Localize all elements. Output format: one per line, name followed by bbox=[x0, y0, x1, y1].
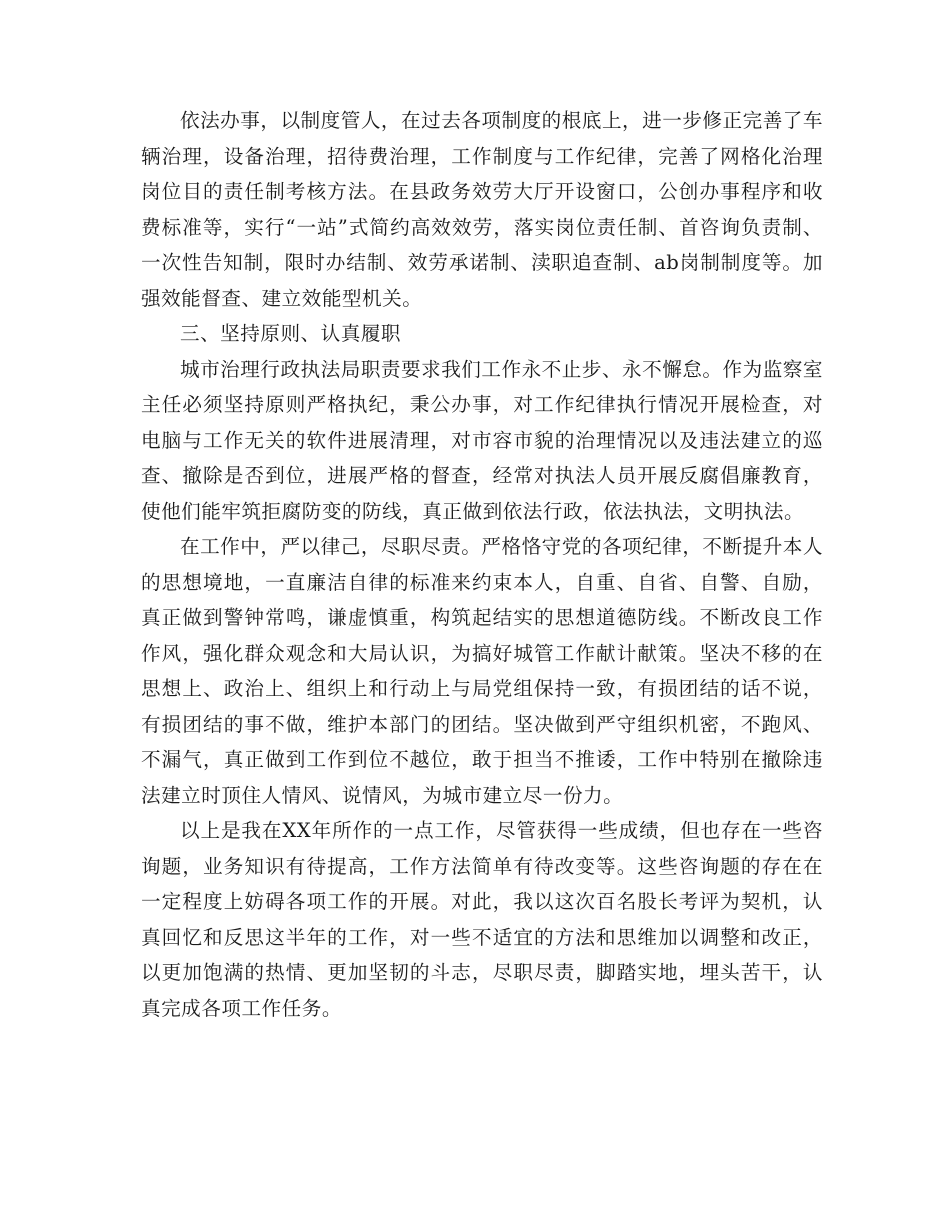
paragraph-supervision-duties: 城市治理行政执法局职责要求我们工作永不止步、永不懈怠。作为监察室主任必须坚持原则严格执纪，秉公办事，对工作纪律执行情况开展检查，对电脑与工作无关的软件进展清理，对市容市貌的治理情况以及违法建立的巡查、撤除是否到位，进展严格的督查，经常对执法人员开展反腐倡廉教育，使他们能牢筑拒腐防变的防线，真正做到依法行政，依法执法，文明执法。 bbox=[141, 357, 823, 523]
paragraph-summary: 以上是我在XX年所作的一点工作，尽管获得一些成绩，但也存在一些咨询题，业务知识有待提高，工作方法简单有待改变等。这些咨询题的存在在一定程度上妨碍各项工作的开展。对此，我以这次百名股长考评为契机，认真回忆和反思这半年的工作，对一些不适宜的方法和思维加以调整和改正，以更加饱满的热情、更加坚韧的斗志，尽职尽责，脚踏实地，埋头苦干，认真完成各项工作任务。 bbox=[141, 819, 823, 1020]
document-body bbox=[141, 103, 823, 1026]
paragraph-efficiency-measures: 依法办事，以制度管人，在过去各项制度的根底上，进一步修正完善了车辆治理，设备治理，招待费治理，工作制度与工作纪律，完善了网格化治理岗位目的责任制考核方法。在县政务效劳大厅开设窗口，公创办事程序和收费标准等，实行“一站”式简约高效效劳，落实岗位责任制、首咨询负责制、一次性告知制，限时办结制、效劳承诺制、渎职追查制、ab岗制制度等。加强效能督查、建立效能型机关。 bbox=[141, 109, 823, 310]
section-heading: 三、坚持原则、认真履职 bbox=[180, 322, 402, 345]
paragraph-self-discipline: 在工作中，严以律己，尽职尽责。严格恪守党的各项纪律，不断提升本人的思想境地，一直廉洁自律的标准来约束本人，自重、自省、自警、自励，真正做到警钟常鸣，谦虚慎重，构筑起结实的思想道德防线。不断改良工作作风，强化群众观念和大局认识，为搞好城管工作献计献策。坚决不移的在思想上、政治上、组织上和行动上与局党组保持一致，有损团结的话不说，有损团结的事不做，维护本部门的团结。坚决做到严守组织机密，不跑风、不漏气，真正做到工作到位不越位，敢于担当不推诿，工作中特别在撤除违法建立时顶住人情风、说情风，为城市建立尽一份力。 bbox=[141, 535, 823, 807]
